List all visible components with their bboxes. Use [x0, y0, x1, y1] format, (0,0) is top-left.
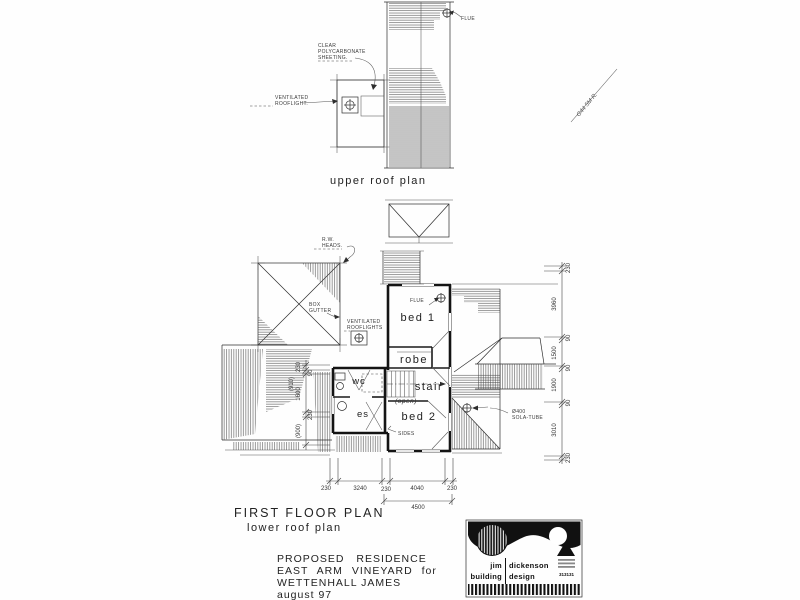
title-line1: PROPOSED RESIDENCE	[277, 553, 427, 565]
sides-note	[388, 426, 415, 437]
flue-label-upper: FLUE	[461, 16, 475, 22]
dim-left-0: 230	[296, 361, 302, 373]
box-gutter-note	[309, 302, 340, 319]
dim-left-4: 230	[308, 409, 314, 421]
fine-print-illegible	[558, 559, 575, 561]
fine-print-illegible	[558, 563, 575, 565]
dim-right-6: 90	[566, 399, 572, 407]
flue-symbol-bed1	[429, 293, 446, 305]
first-floor-plan	[222, 200, 558, 455]
margin-note	[571, 69, 617, 122]
box-gutter-line1: BOX	[309, 302, 321, 308]
dim-bottom-2: 230	[380, 487, 392, 493]
room-label-stair: stair	[414, 381, 444, 393]
rooflight-symbol	[344, 99, 356, 111]
sheeting-line3: SHEETING.	[318, 55, 348, 61]
rw-heads-line2: HEADS.	[322, 243, 343, 249]
rooflight-line1: VENTILATED	[275, 95, 309, 101]
sola-tube-line2: SOLA-TUBE	[512, 415, 544, 421]
dim-right-2: 90	[566, 334, 572, 342]
rw-heads-line1: R.W.	[322, 237, 335, 243]
box-gutter-line2: GUTTER	[309, 308, 332, 314]
dim-right-3: 1500	[552, 346, 558, 360]
dim-right-5: 1900	[552, 378, 558, 392]
room-label-wc: wc	[352, 376, 366, 387]
room-label-robe: robe	[399, 354, 429, 366]
upper-roof-plan-title: upper roof plan	[330, 175, 427, 187]
designer-logo	[466, 520, 582, 597]
logo-name-jim: jim	[490, 561, 502, 570]
logo-phone: 313131	[558, 572, 575, 577]
dim-right-7: 3010	[552, 423, 558, 437]
rooflights-line2: ROOFLIGHTS	[347, 325, 383, 331]
fine-print-illegible	[558, 566, 575, 568]
upper-roof-plan	[250, 2, 617, 187]
logo-fingerprint-lines	[477, 525, 507, 555]
rooflights-line1: VENTILATED	[347, 319, 381, 325]
dim-bottom-4: 230	[446, 486, 458, 492]
sheeting-line1: CLEAR	[318, 43, 337, 49]
dim-right-1: 3960	[552, 297, 558, 311]
captions	[234, 506, 385, 534]
dim-right-4: 90	[566, 364, 572, 372]
dim-left-2: (910)	[289, 376, 295, 392]
dim-bottom-total: 4500	[411, 505, 425, 511]
dim-right-0: 230	[566, 262, 572, 274]
margin-note-text: G44 5M R.	[575, 92, 600, 119]
sheeting-line2: POLYCARBONATE	[318, 49, 366, 55]
logo-moon-circle	[549, 527, 567, 545]
flue-label-bed1: FLUE	[410, 298, 424, 304]
logo-name-dickenson: dickenson	[509, 561, 549, 570]
room-label-bed2: bed 2	[401, 411, 437, 423]
plan-title: FIRST FLOOR PLAN	[234, 506, 385, 520]
title-line3: WETTENHALL JAMES	[277, 577, 402, 589]
rw-heads-note	[314, 237, 355, 263]
logo-name-building: building	[470, 572, 502, 581]
rooflight-note	[250, 95, 338, 107]
room-label-open: (open)	[395, 398, 417, 405]
right-roof	[452, 284, 558, 453]
logo-barcode	[468, 584, 580, 595]
sheeting-note	[318, 43, 377, 90]
sola-tube-symbol	[462, 403, 508, 413]
dim-bottom-0: 230	[320, 486, 332, 492]
dim-left-5: (900)	[296, 423, 302, 439]
dim-right-8: 230	[566, 452, 572, 464]
room-label-es: es	[356, 409, 370, 420]
plan-subtitle: lower roof plan	[247, 522, 342, 534]
sides-label: SIDES	[398, 431, 415, 437]
sola-tube-line1: Ø400	[512, 409, 526, 415]
rooflights-note	[344, 319, 383, 345]
dim-left-1: 90	[308, 369, 314, 377]
logo-name-design: design	[509, 572, 535, 581]
room-label-bed1: bed 1	[400, 312, 436, 324]
rooflight-line2: ROOFLIGHT.	[275, 101, 309, 107]
title-line4: august 97	[277, 589, 333, 600]
title-line2: EAST ARM VINEYARD for	[277, 565, 437, 577]
dim-bottom-3: 4040	[410, 486, 424, 492]
title-block	[277, 553, 437, 600]
left-hip-roof	[251, 256, 347, 352]
dim-bottom-1: 3240	[353, 486, 367, 492]
dim-left-3: 1600	[296, 387, 302, 401]
